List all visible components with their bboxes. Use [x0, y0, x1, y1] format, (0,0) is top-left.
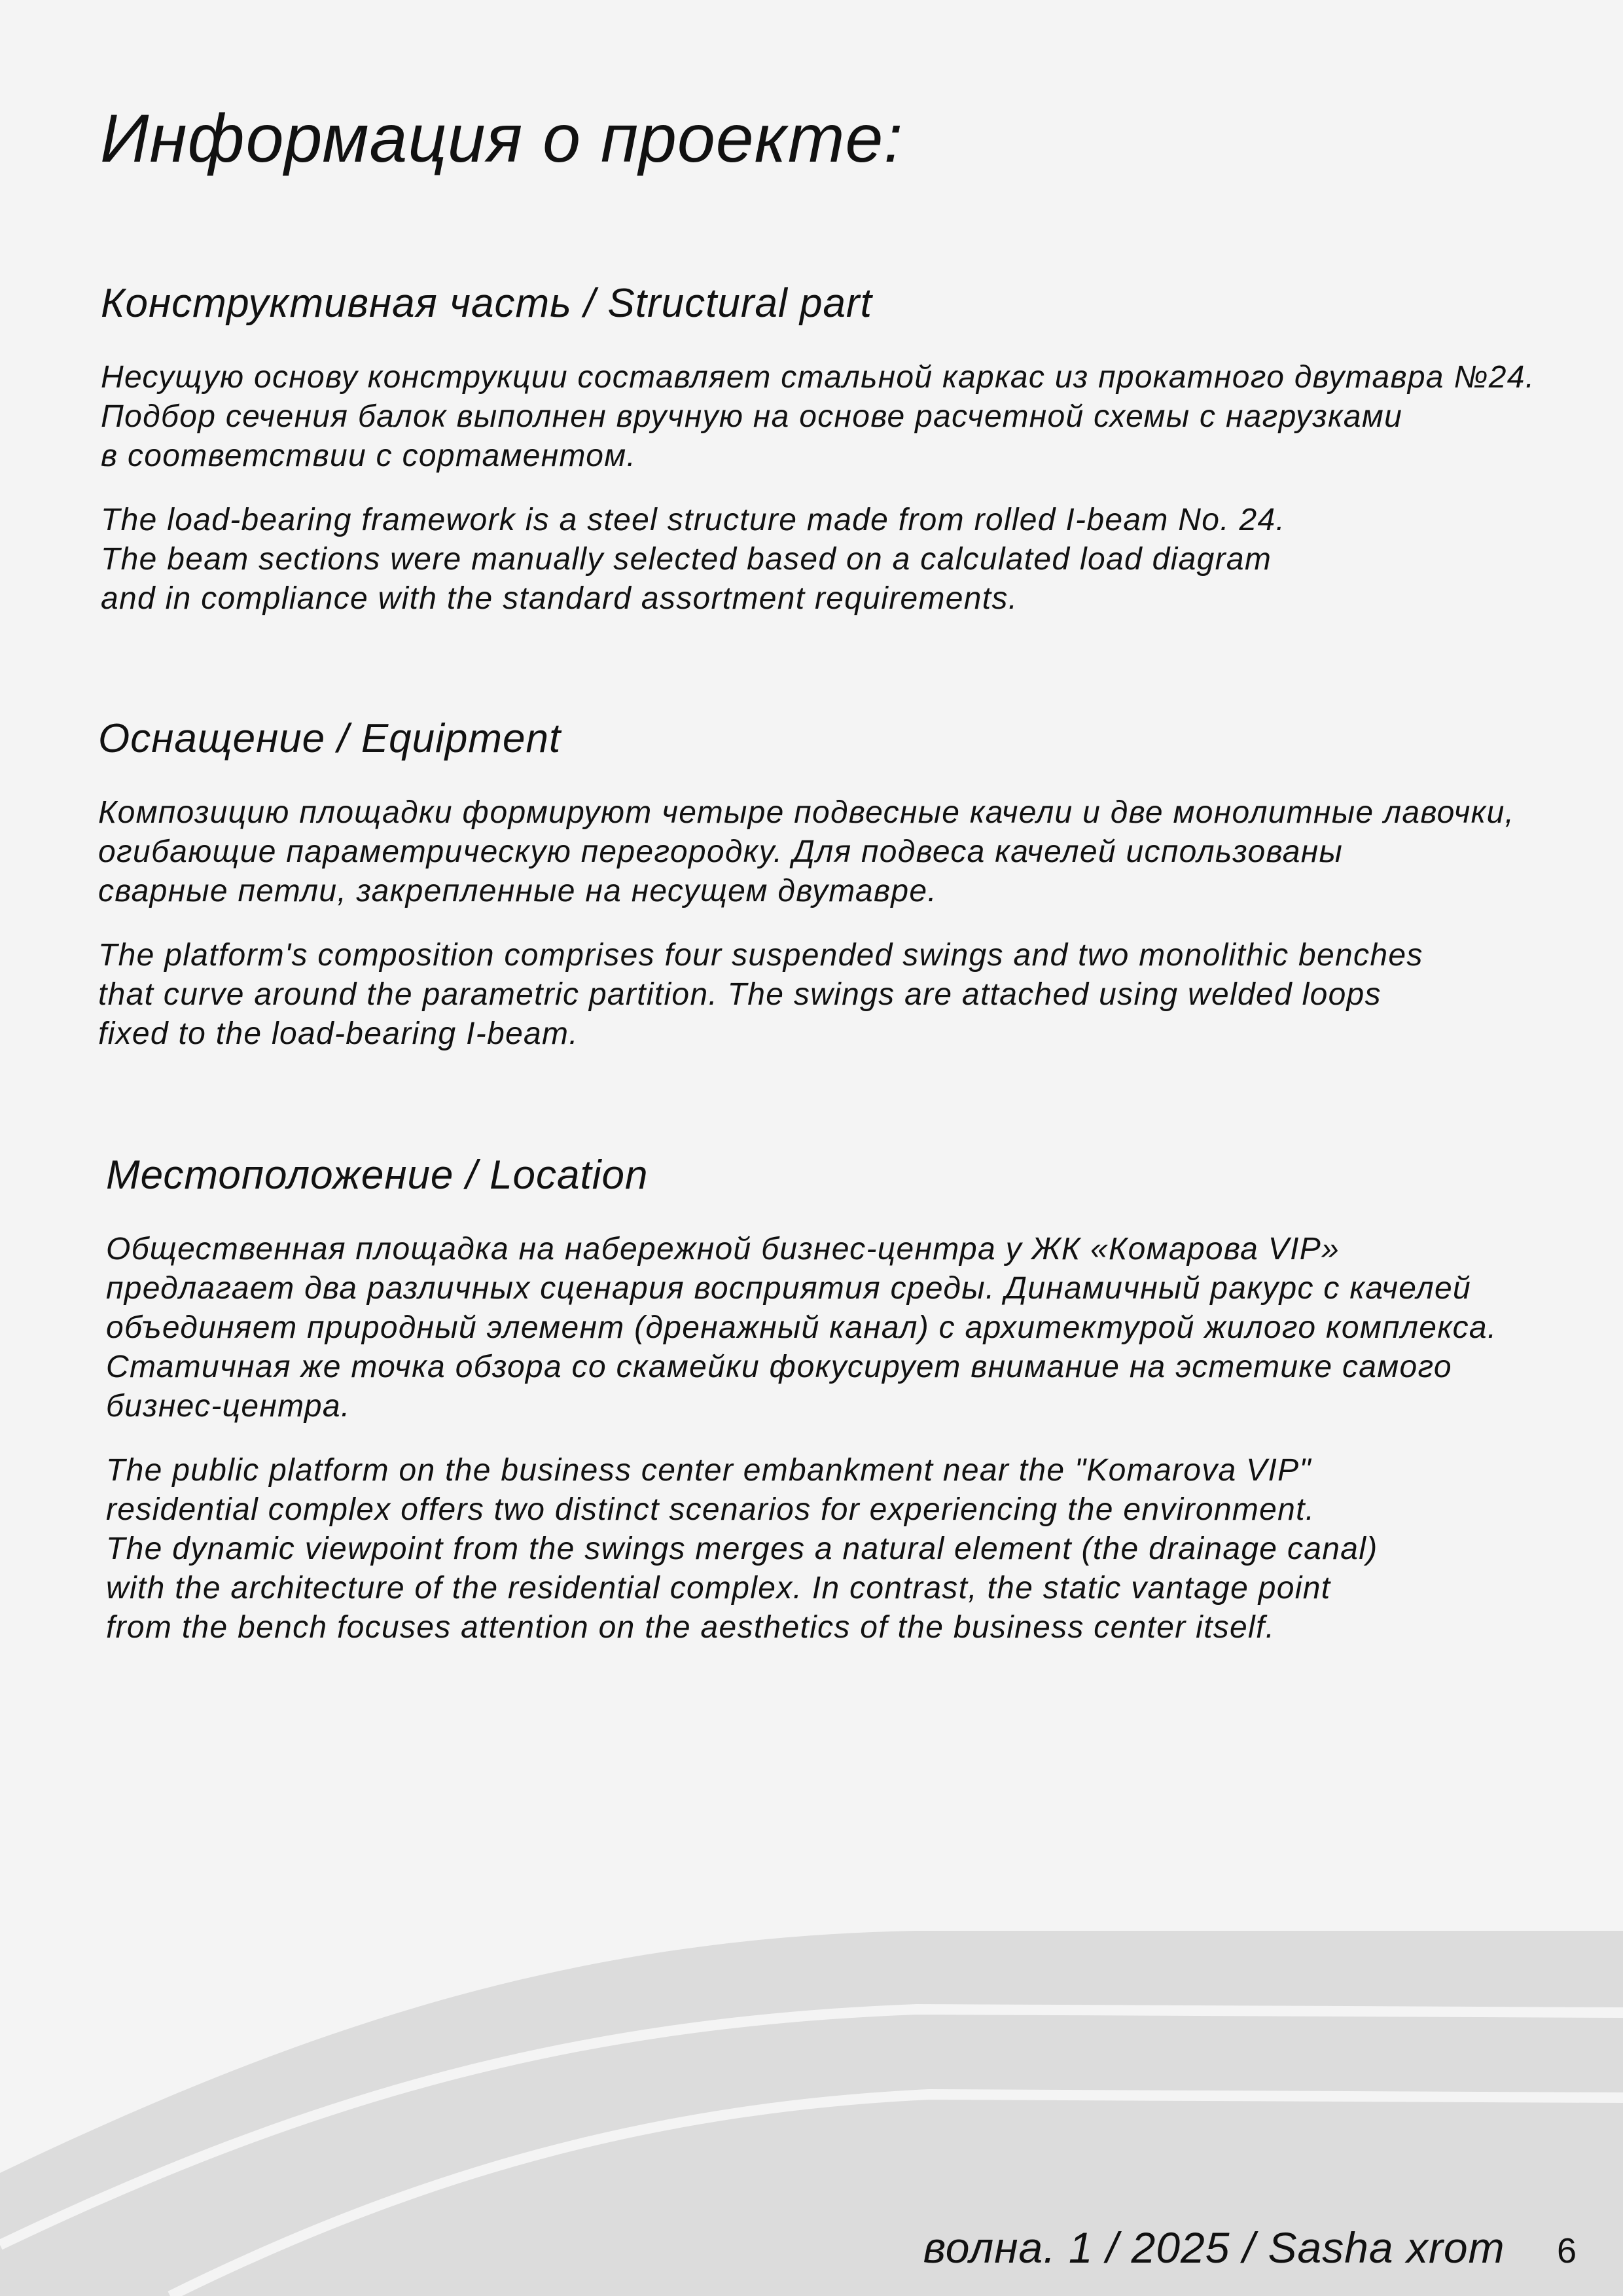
- paragraph-russian: Несущую основу конструкции составляет стальной каркас из прокатного двутавра №24. Подбор сечения балок выполнен вручную на основе расчетной схемы с нагрузками в соответствии с сортаментом.: [101, 359, 1535, 473]
- paragraph-english: The platform's composition comprises four suspended swings and two monolithic benches that curve around the parametric partition. The swings are attached using welded loops fixed to the load-bearing I-beam.: [98, 937, 1423, 1051]
- section-location: [106, 1150, 1611, 1672]
- footer: [923, 2222, 1577, 2274]
- section-heading: Местоположение / Location: [106, 1153, 649, 1198]
- section-equipment: [98, 713, 1603, 1079]
- paragraph-english: The public platform on the business center embankment near the "Komarova VIP" residential complex offers two distinct scenarios for experiencing the environment. The dynamic viewpoint from the swings merges a natural element (the drainage canal) with the architecture of the residential complex. In contrast, the static vantage point from the bench focuses attention on the aesthetics of the business center itself.: [106, 1452, 1378, 1645]
- paragraph-russian: Композицию площадки формируют четыре подвесные качели и две монолитные лавочки, огибающие параметрическую перегородку. Для подвеса качелей использованы сварные петли, закрепленные на несущем двутавре.: [98, 795, 1515, 908]
- section-heading: Оснащение / Equipment: [98, 716, 562, 761]
- section-structural-part: [101, 278, 1606, 643]
- paragraph-russian: Общественная площадка на набережной бизнес-центра у ЖК «Комарова VIP» предлагает два различных сценария восприятия среды. Динамичный ракурс с качелей объединяет природный элемент (дренажный канал) с архитектурой жилого комплекса. Статичная же точка обзора со скамейки фокусирует внимание на эстетике самого бизнес-центра.: [106, 1231, 1497, 1424]
- paragraph-english: The load-bearing framework is a steel structure made from rolled I-beam No. 24. The beam sections were manually selected based on a calculated load diagram and in compliance with the standard assortment requirements.: [101, 502, 1286, 616]
- page-title: Информация о проекте:: [100, 101, 904, 177]
- footer-credit: волна. 1 / 2025 / Sasha xrom: [923, 2223, 1505, 2272]
- section-heading: Конструктивная часть / Structural part: [101, 281, 872, 326]
- page-number: 6: [1556, 2231, 1577, 2270]
